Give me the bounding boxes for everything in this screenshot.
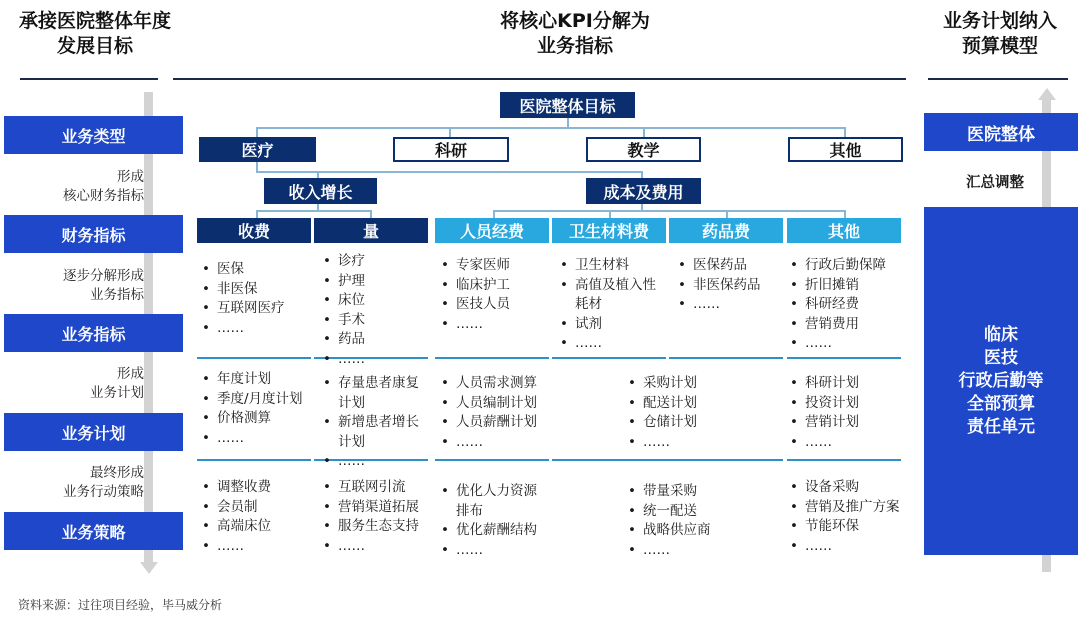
staff-plans-list (438, 374, 562, 452)
level2-revenue-growth (264, 178, 377, 204)
list-item: • 科研经费 (787, 295, 907, 315)
node-label: 医疗 (241, 141, 274, 160)
volume-indicators-list (320, 252, 428, 369)
right-header: 业务计划纳入 预算模型 (942, 10, 1057, 57)
list-item: • …… (557, 334, 665, 354)
fee-strategies-list (199, 478, 311, 556)
other-indicators-list (787, 256, 907, 354)
list-item: • 护理 (320, 272, 428, 292)
list-item: • 优化薪酬结构 (438, 521, 549, 541)
level1-other (788, 137, 903, 162)
list-item: • 营销费用 (787, 315, 907, 335)
left-down-arrow-head (140, 562, 158, 574)
level3-volume (314, 218, 428, 243)
list-item: • 人员需求测算 (438, 374, 562, 394)
note-core-financial: 形成 核心财务指标 (63, 169, 144, 204)
right-top-label: 医院整体 (967, 124, 1035, 145)
level3-drug-cost (669, 218, 783, 243)
list-item: • 年度计划 (199, 370, 323, 390)
other-strategies-list (787, 478, 922, 556)
note-decompose: 逐步分解形成 业务指标 (63, 268, 144, 303)
list-item: • …… (320, 537, 440, 557)
sep-row2-materials-drugs (552, 459, 783, 461)
hospital-overall-box (924, 113, 1078, 151)
list-item: • 诊疗 (320, 252, 428, 272)
list-item: • …… (787, 537, 922, 557)
list-item: • 营销计划 (787, 413, 905, 433)
list-item: • 高端床位 (199, 517, 311, 537)
list-item: • 折旧摊销 (787, 276, 907, 296)
list-item: • 医保药品 (675, 256, 781, 276)
node-label: 成本及费用 (603, 182, 684, 202)
level3-materials-cost (552, 218, 666, 243)
left-header-rule (20, 78, 158, 80)
note-final-strategy: 最终形成 业务行动策略 (63, 465, 144, 500)
list-item: • 新增患者增长计划 (320, 413, 428, 452)
list-item: • 仓储计划 (625, 413, 735, 433)
list-item: • 非医保药品 (675, 276, 781, 296)
node-label: 卫生材料费 (568, 222, 649, 241)
node-label: 其他 (829, 141, 862, 160)
list-item: • 手术 (320, 311, 428, 331)
list-item: • 统一配送 (625, 502, 735, 522)
list-item: • 带量采购 (625, 482, 735, 502)
level1-teaching (586, 137, 701, 162)
revenue-bus (256, 210, 372, 212)
node-label: 收入增长 (288, 182, 353, 202)
list-item: • 服务生态支持 (320, 517, 440, 537)
volume-strategies-list (320, 478, 440, 556)
list-item: • 互联网引流 (320, 478, 440, 498)
list-item: • …… (625, 541, 735, 561)
list-item: • 存量患者康复计划 (320, 374, 428, 413)
list-item: • 临床护工 (438, 276, 549, 296)
list-item: • 床位 (320, 291, 428, 311)
step-business-strategy (4, 512, 183, 550)
level2-drop-1 (317, 171, 319, 178)
level2-cost-expense (586, 178, 701, 204)
middle-header-rule (173, 78, 906, 80)
revenue-drop-2 (370, 210, 372, 218)
note-form-plan: 形成 业务计划 (90, 366, 144, 401)
fee-plans-list (199, 370, 323, 448)
list-item: • 营销渠道拓展 (320, 498, 440, 518)
step-business-type (4, 116, 183, 154)
step-label: 财务指标 (61, 225, 126, 245)
list-item: • 药品 (320, 330, 428, 350)
level1-drop-3 (643, 127, 645, 137)
list-item: • 科研计划 (787, 374, 905, 394)
list-item: • …… (199, 537, 311, 557)
level3-other-cost (787, 218, 901, 243)
list-item: • 优化人力资源排布 (438, 482, 549, 521)
sep-row2-staff (435, 459, 549, 461)
list-item: • 调整收费 (199, 478, 311, 498)
list-item: • 价格测算 (199, 409, 323, 429)
volume-plans-list (320, 374, 428, 472)
list-item: • …… (675, 295, 781, 315)
level1-drop-1 (256, 127, 258, 137)
drugs-indicators-list (675, 256, 781, 315)
cost-drop-1 (493, 210, 495, 218)
list-item: • 非医保 (199, 280, 311, 300)
materials-drugs-plans-list (625, 374, 735, 452)
list-item: • 会员制 (199, 498, 311, 518)
source-note: 资料来源：过往项目经验，毕马威分析 (18, 598, 223, 612)
level1-bus (256, 127, 846, 129)
level1-research (393, 137, 509, 162)
list-item: • 医保 (199, 260, 311, 280)
list-item: • 专家医师 (438, 256, 549, 276)
node-label: 医院整体目标 (519, 96, 616, 116)
level3-staff-cost (435, 218, 549, 243)
list-item: • …… (438, 541, 549, 561)
list-item: • 投资计划 (787, 394, 905, 414)
list-item: • …… (199, 319, 311, 339)
list-item: • 高值及植入性耗材 (557, 276, 665, 315)
list-item: • 人员编制计划 (438, 394, 562, 414)
node-label: 收费 (237, 222, 270, 241)
list-item: • …… (787, 334, 907, 354)
other-plans-list (787, 374, 905, 452)
materials-indicators-list (557, 256, 665, 354)
middle-header: 将核心KPI分解为 业务指标 (500, 10, 650, 57)
list-item: • 行政后勤保障 (787, 256, 907, 276)
list-item: • …… (438, 433, 562, 453)
level2-bus (256, 171, 643, 173)
list-item: • …… (199, 429, 323, 449)
staff-strategies-list (438, 482, 549, 560)
list-item: • 季度/月度计划 (199, 390, 323, 410)
right-up-arrow-head (1038, 88, 1056, 100)
list-item: • …… (320, 350, 428, 370)
list-item: • …… (787, 433, 905, 453)
step-financial-indicators (4, 215, 183, 253)
step-label: 业务策略 (61, 522, 126, 542)
root-hospital-goal (500, 92, 635, 118)
sep-row1-other (787, 357, 901, 359)
cost-drop-2 (609, 210, 611, 218)
level2-drop-2 (641, 171, 643, 178)
list-item: • …… (625, 433, 735, 453)
cost-drop-3 (726, 210, 728, 218)
materials-drugs-strategies-list (625, 482, 735, 560)
node-label: 药品费 (701, 222, 750, 241)
list-item: • 卫生材料 (557, 256, 665, 276)
level1-medical (199, 137, 316, 162)
list-item: • 互联网医疗 (199, 299, 311, 319)
step-label: 业务指标 (61, 324, 126, 344)
right-header-rule (928, 78, 1068, 80)
sep-row1-fee (197, 357, 311, 359)
left-header: 承接医院整体年度 发展目标 (18, 10, 171, 57)
level1-drop-2 (449, 127, 451, 137)
sep-row2-fee (197, 459, 311, 461)
revenue-drop-1 (256, 210, 258, 218)
node-label: 量 (362, 222, 379, 241)
sep-row1-drugs (669, 357, 783, 359)
list-item: • …… (438, 315, 549, 335)
fee-indicators-list (199, 260, 311, 338)
node-label: 其他 (827, 222, 860, 241)
level1-drop-4 (844, 127, 846, 137)
list-item: • 配送计划 (625, 394, 735, 414)
node-label: 科研 (434, 141, 467, 160)
step-business-indicators (4, 314, 183, 352)
sep-row1-materials (552, 357, 666, 359)
staff-indicators-list (438, 256, 549, 334)
step-label: 业务计划 (61, 423, 126, 443)
list-item: • 试剂 (557, 315, 665, 335)
summary-adjust-label: 汇总调整 (966, 175, 1024, 191)
budget-units-box: 临床 医技 行政后勤等 全部预算 责任单元 (924, 207, 1078, 555)
sep-row1-staff (435, 357, 549, 359)
step-business-plan (4, 413, 183, 451)
cost-bus (493, 210, 846, 212)
list-item: • 战略供应商 (625, 521, 735, 541)
level3-fee (197, 218, 311, 243)
step-label: 业务类型 (61, 126, 126, 146)
cost-drop-4 (844, 210, 846, 218)
list-item: • 采购计划 (625, 374, 735, 394)
list-item: • 人员薪酬计划 (438, 413, 562, 433)
node-label: 教学 (627, 141, 660, 160)
list-item: • …… (320, 452, 428, 472)
list-item: • 设备采购 (787, 478, 922, 498)
list-item: • 医技人员 (438, 295, 549, 315)
list-item: • 营销及推广方案 (787, 498, 922, 518)
node-label: 人员经费 (459, 222, 524, 241)
sep-row2-other (787, 459, 901, 461)
list-item: • 节能环保 (787, 517, 922, 537)
